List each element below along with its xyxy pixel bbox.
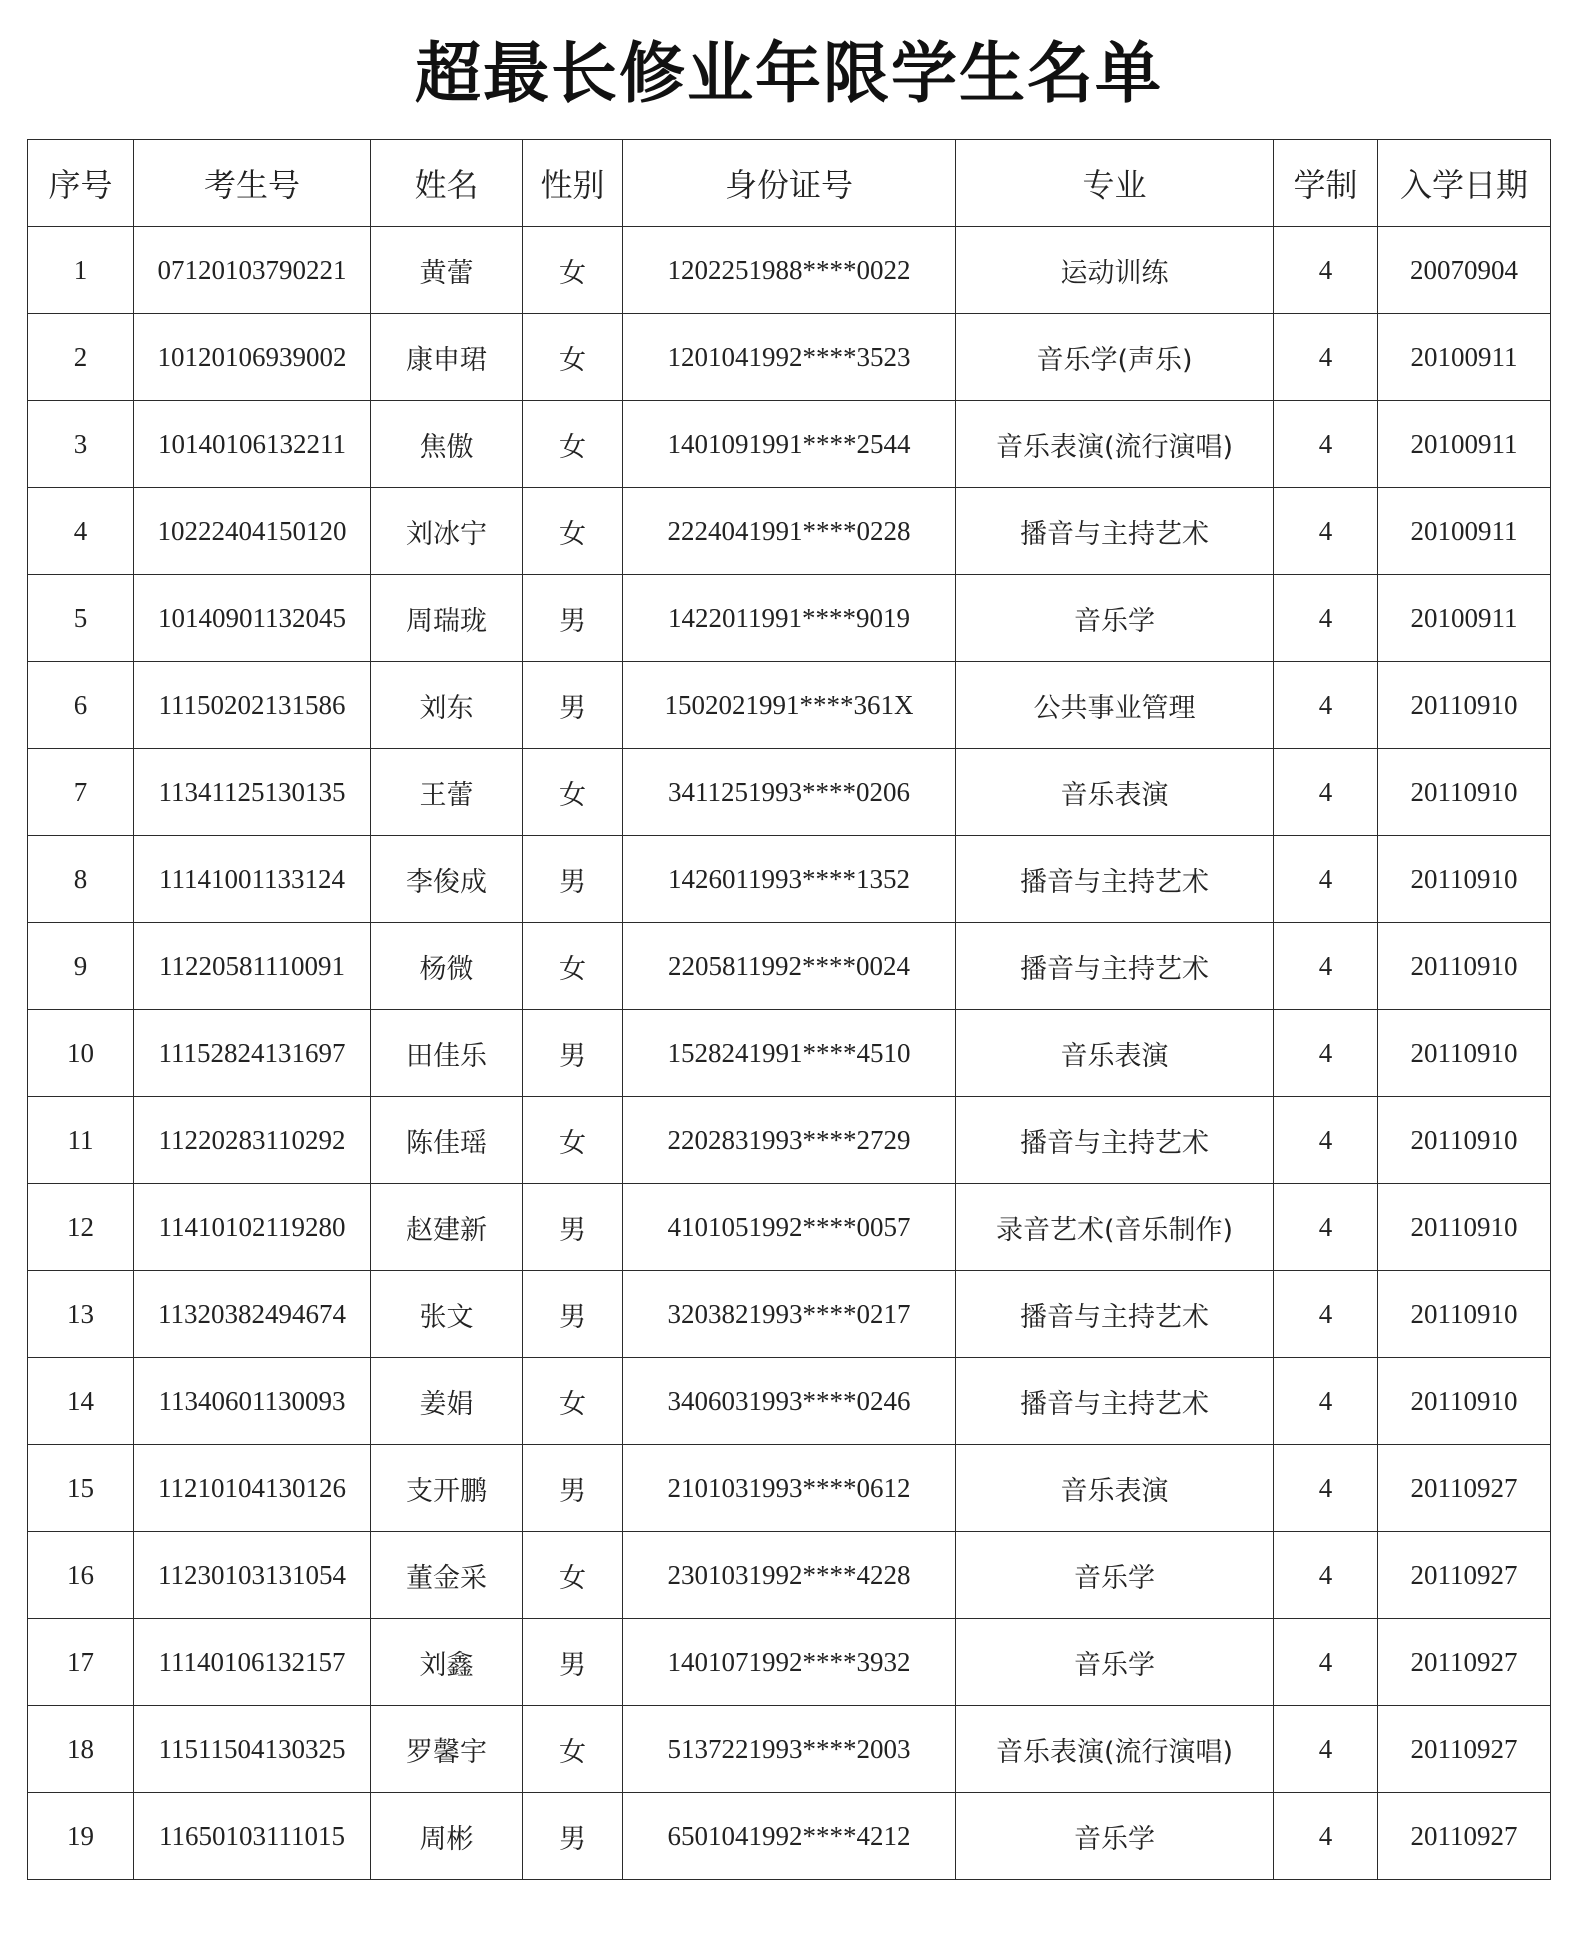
cell-enroll-date: 20110910 bbox=[1378, 1271, 1551, 1358]
cell-duration: 4 bbox=[1274, 836, 1378, 923]
page-title: 超最长修业年限学生名单 bbox=[415, 34, 1163, 112]
cell-exam-number: 11340601130093 bbox=[134, 1358, 371, 1445]
cell-gender: 男 bbox=[523, 1010, 623, 1097]
cell-index: 2 bbox=[28, 314, 134, 401]
cell-major: 播音与主持艺术 bbox=[956, 1358, 1274, 1445]
table-row bbox=[28, 1793, 1551, 1880]
header-duration: 学制 bbox=[1274, 140, 1378, 227]
cell-exam-number: 11320382494674 bbox=[134, 1271, 371, 1358]
cell-name: 杨微 bbox=[371, 923, 523, 1010]
table-row bbox=[28, 1097, 1551, 1184]
cell-id-number: 3406031993****0246 bbox=[623, 1358, 956, 1445]
cell-enroll-date: 20100911 bbox=[1378, 401, 1551, 488]
cell-duration: 4 bbox=[1274, 1184, 1378, 1271]
table-row bbox=[28, 401, 1551, 488]
table-header-row bbox=[28, 140, 1551, 227]
cell-index: 1 bbox=[28, 227, 134, 314]
cell-id-number: 3203821993****0217 bbox=[623, 1271, 956, 1358]
cell-enroll-date: 20110927 bbox=[1378, 1706, 1551, 1793]
cell-id-number: 2301031992****4228 bbox=[623, 1532, 956, 1619]
cell-exam-number: 11152824131697 bbox=[134, 1010, 371, 1097]
cell-index: 3 bbox=[28, 401, 134, 488]
cell-exam-number: 11141001133124 bbox=[134, 836, 371, 923]
cell-gender: 女 bbox=[523, 314, 623, 401]
cell-duration: 4 bbox=[1274, 401, 1378, 488]
cell-index: 4 bbox=[28, 488, 134, 575]
cell-gender: 女 bbox=[523, 401, 623, 488]
cell-gender: 女 bbox=[523, 227, 623, 314]
header-major: 专业 bbox=[956, 140, 1274, 227]
cell-major: 音乐学 bbox=[956, 575, 1274, 662]
cell-name: 刘冰宁 bbox=[371, 488, 523, 575]
cell-name: 陈佳瑶 bbox=[371, 1097, 523, 1184]
cell-duration: 4 bbox=[1274, 1445, 1378, 1532]
cell-name: 焦傲 bbox=[371, 401, 523, 488]
table-row bbox=[28, 1271, 1551, 1358]
table-row bbox=[28, 1532, 1551, 1619]
cell-duration: 4 bbox=[1274, 749, 1378, 836]
cell-duration: 4 bbox=[1274, 1706, 1378, 1793]
cell-duration: 4 bbox=[1274, 1358, 1378, 1445]
cell-major: 音乐表演 bbox=[956, 1010, 1274, 1097]
cell-major: 播音与主持艺术 bbox=[956, 1097, 1274, 1184]
cell-index: 10 bbox=[28, 1010, 134, 1097]
cell-enroll-date: 20110910 bbox=[1378, 1184, 1551, 1271]
cell-enroll-date: 20110910 bbox=[1378, 1010, 1551, 1097]
cell-id-number: 3411251993****0206 bbox=[623, 749, 956, 836]
cell-exam-number: 11230103131054 bbox=[134, 1532, 371, 1619]
cell-duration: 4 bbox=[1274, 1010, 1378, 1097]
header-exam-number: 考生号 bbox=[134, 140, 371, 227]
cell-gender: 男 bbox=[523, 1793, 623, 1880]
table-row bbox=[28, 1445, 1551, 1532]
cell-gender: 男 bbox=[523, 1184, 623, 1271]
table-row bbox=[28, 662, 1551, 749]
cell-index: 9 bbox=[28, 923, 134, 1010]
cell-name: 黄蕾 bbox=[371, 227, 523, 314]
cell-gender: 女 bbox=[523, 1358, 623, 1445]
cell-id-number: 6501041992****4212 bbox=[623, 1793, 956, 1880]
cell-index: 13 bbox=[28, 1271, 134, 1358]
cell-exam-number: 11210104130126 bbox=[134, 1445, 371, 1532]
cell-exam-number: 11650103111015 bbox=[134, 1793, 371, 1880]
cell-exam-number: 07120103790221 bbox=[134, 227, 371, 314]
cell-major: 播音与主持艺术 bbox=[956, 923, 1274, 1010]
header-name: 姓名 bbox=[371, 140, 523, 227]
cell-id-number: 1401071992****3932 bbox=[623, 1619, 956, 1706]
cell-enroll-date: 20110910 bbox=[1378, 923, 1551, 1010]
cell-id-number: 1528241991****4510 bbox=[623, 1010, 956, 1097]
cell-duration: 4 bbox=[1274, 575, 1378, 662]
cell-gender: 男 bbox=[523, 1619, 623, 1706]
header-gender: 性别 bbox=[523, 140, 623, 227]
cell-id-number: 1426011993****1352 bbox=[623, 836, 956, 923]
header-enroll-date: 入学日期 bbox=[1378, 140, 1551, 227]
cell-exam-number: 11511504130325 bbox=[134, 1706, 371, 1793]
cell-name: 赵建新 bbox=[371, 1184, 523, 1271]
cell-exam-number: 10222404150120 bbox=[134, 488, 371, 575]
cell-major: 音乐学(声乐) bbox=[956, 314, 1274, 401]
cell-major: 音乐表演 bbox=[956, 1445, 1274, 1532]
cell-name: 李俊成 bbox=[371, 836, 523, 923]
cell-exam-number: 10120106939002 bbox=[134, 314, 371, 401]
cell-id-number: 4101051992****0057 bbox=[623, 1184, 956, 1271]
cell-exam-number: 11410102119280 bbox=[134, 1184, 371, 1271]
table-row bbox=[28, 1184, 1551, 1271]
table-row bbox=[28, 836, 1551, 923]
cell-gender: 女 bbox=[523, 923, 623, 1010]
cell-duration: 4 bbox=[1274, 1532, 1378, 1619]
student-table bbox=[27, 139, 1551, 1880]
table-row bbox=[28, 488, 1551, 575]
table-row bbox=[28, 227, 1551, 314]
cell-enroll-date: 20110927 bbox=[1378, 1793, 1551, 1880]
cell-major: 录音艺术(音乐制作) bbox=[956, 1184, 1274, 1271]
cell-gender: 女 bbox=[523, 1532, 623, 1619]
header-id-number: 身份证号 bbox=[623, 140, 956, 227]
cell-gender: 女 bbox=[523, 749, 623, 836]
cell-enroll-date: 20110910 bbox=[1378, 749, 1551, 836]
cell-gender: 男 bbox=[523, 1445, 623, 1532]
cell-major: 音乐表演(流行演唱) bbox=[956, 1706, 1274, 1793]
cell-name: 刘鑫 bbox=[371, 1619, 523, 1706]
cell-id-number: 2101031993****0612 bbox=[623, 1445, 956, 1532]
cell-index: 16 bbox=[28, 1532, 134, 1619]
table-row bbox=[28, 1706, 1551, 1793]
cell-duration: 4 bbox=[1274, 923, 1378, 1010]
cell-index: 8 bbox=[28, 836, 134, 923]
cell-enroll-date: 20110927 bbox=[1378, 1532, 1551, 1619]
cell-id-number: 2205811992****0024 bbox=[623, 923, 956, 1010]
cell-major: 音乐表演(流行演唱) bbox=[956, 401, 1274, 488]
cell-id-number: 5137221993****2003 bbox=[623, 1706, 956, 1793]
cell-name: 支开鹏 bbox=[371, 1445, 523, 1532]
cell-index: 12 bbox=[28, 1184, 134, 1271]
cell-duration: 4 bbox=[1274, 314, 1378, 401]
table-row bbox=[28, 1619, 1551, 1706]
cell-index: 11 bbox=[28, 1097, 134, 1184]
table-row bbox=[28, 314, 1551, 401]
cell-name: 田佳乐 bbox=[371, 1010, 523, 1097]
cell-id-number: 1401091991****2544 bbox=[623, 401, 956, 488]
cell-name: 周彬 bbox=[371, 1793, 523, 1880]
table-row bbox=[28, 1010, 1551, 1097]
cell-name: 刘东 bbox=[371, 662, 523, 749]
cell-enroll-date: 20100911 bbox=[1378, 314, 1551, 401]
cell-enroll-date: 20070904 bbox=[1378, 227, 1551, 314]
cell-enroll-date: 20110927 bbox=[1378, 1445, 1551, 1532]
cell-gender: 女 bbox=[523, 1097, 623, 1184]
cell-name: 姜娟 bbox=[371, 1358, 523, 1445]
cell-gender: 女 bbox=[523, 488, 623, 575]
cell-name: 王蕾 bbox=[371, 749, 523, 836]
cell-index: 7 bbox=[28, 749, 134, 836]
cell-exam-number: 10140106132211 bbox=[134, 401, 371, 488]
cell-enroll-date: 20110910 bbox=[1378, 836, 1551, 923]
cell-major: 播音与主持艺术 bbox=[956, 488, 1274, 575]
cell-gender: 男 bbox=[523, 662, 623, 749]
cell-name: 董金采 bbox=[371, 1532, 523, 1619]
cell-exam-number: 11220581110091 bbox=[134, 923, 371, 1010]
cell-name: 康申珺 bbox=[371, 314, 523, 401]
cell-duration: 4 bbox=[1274, 227, 1378, 314]
cell-id-number: 1422011991****9019 bbox=[623, 575, 956, 662]
table-row bbox=[28, 923, 1551, 1010]
cell-index: 19 bbox=[28, 1793, 134, 1880]
cell-enroll-date: 20110910 bbox=[1378, 1358, 1551, 1445]
cell-exam-number: 11150202131586 bbox=[134, 662, 371, 749]
cell-gender: 男 bbox=[523, 575, 623, 662]
cell-gender: 男 bbox=[523, 1271, 623, 1358]
cell-duration: 4 bbox=[1274, 662, 1378, 749]
cell-enroll-date: 20110910 bbox=[1378, 662, 1551, 749]
cell-gender: 男 bbox=[523, 836, 623, 923]
table-row bbox=[28, 1358, 1551, 1445]
cell-index: 17 bbox=[28, 1619, 134, 1706]
cell-index: 18 bbox=[28, 1706, 134, 1793]
cell-major: 播音与主持艺术 bbox=[956, 836, 1274, 923]
cell-duration: 4 bbox=[1274, 1619, 1378, 1706]
cell-enroll-date: 20110927 bbox=[1378, 1619, 1551, 1706]
cell-id-number: 2202831993****2729 bbox=[623, 1097, 956, 1184]
table-body bbox=[28, 227, 1551, 1880]
cell-enroll-date: 20110910 bbox=[1378, 1097, 1551, 1184]
cell-id-number: 1201041992****3523 bbox=[623, 314, 956, 401]
cell-major: 音乐表演 bbox=[956, 749, 1274, 836]
cell-duration: 4 bbox=[1274, 488, 1378, 575]
header-index: 序号 bbox=[28, 140, 134, 227]
cell-exam-number: 11341125130135 bbox=[134, 749, 371, 836]
cell-major: 音乐学 bbox=[956, 1532, 1274, 1619]
cell-index: 15 bbox=[28, 1445, 134, 1532]
cell-major: 播音与主持艺术 bbox=[956, 1271, 1274, 1358]
cell-duration: 4 bbox=[1274, 1097, 1378, 1184]
cell-id-number: 1502021991****361X bbox=[623, 662, 956, 749]
cell-exam-number: 10140901132045 bbox=[134, 575, 371, 662]
cell-id-number: 1202251988****0022 bbox=[623, 227, 956, 314]
cell-enroll-date: 20100911 bbox=[1378, 575, 1551, 662]
cell-gender: 女 bbox=[523, 1706, 623, 1793]
cell-index: 5 bbox=[28, 575, 134, 662]
cell-major: 音乐学 bbox=[956, 1619, 1274, 1706]
cell-name: 罗馨宇 bbox=[371, 1706, 523, 1793]
cell-name: 张文 bbox=[371, 1271, 523, 1358]
cell-name: 周瑞珑 bbox=[371, 575, 523, 662]
cell-id-number: 2224041991****0228 bbox=[623, 488, 956, 575]
cell-enroll-date: 20100911 bbox=[1378, 488, 1551, 575]
cell-index: 6 bbox=[28, 662, 134, 749]
cell-exam-number: 11140106132157 bbox=[134, 1619, 371, 1706]
cell-exam-number: 11220283110292 bbox=[134, 1097, 371, 1184]
cell-index: 14 bbox=[28, 1358, 134, 1445]
cell-major: 音乐学 bbox=[956, 1793, 1274, 1880]
cell-duration: 4 bbox=[1274, 1271, 1378, 1358]
cell-major: 公共事业管理 bbox=[956, 662, 1274, 749]
cell-major: 运动训练 bbox=[956, 227, 1274, 314]
table-row bbox=[28, 575, 1551, 662]
cell-duration: 4 bbox=[1274, 1793, 1378, 1880]
table-row bbox=[28, 749, 1551, 836]
